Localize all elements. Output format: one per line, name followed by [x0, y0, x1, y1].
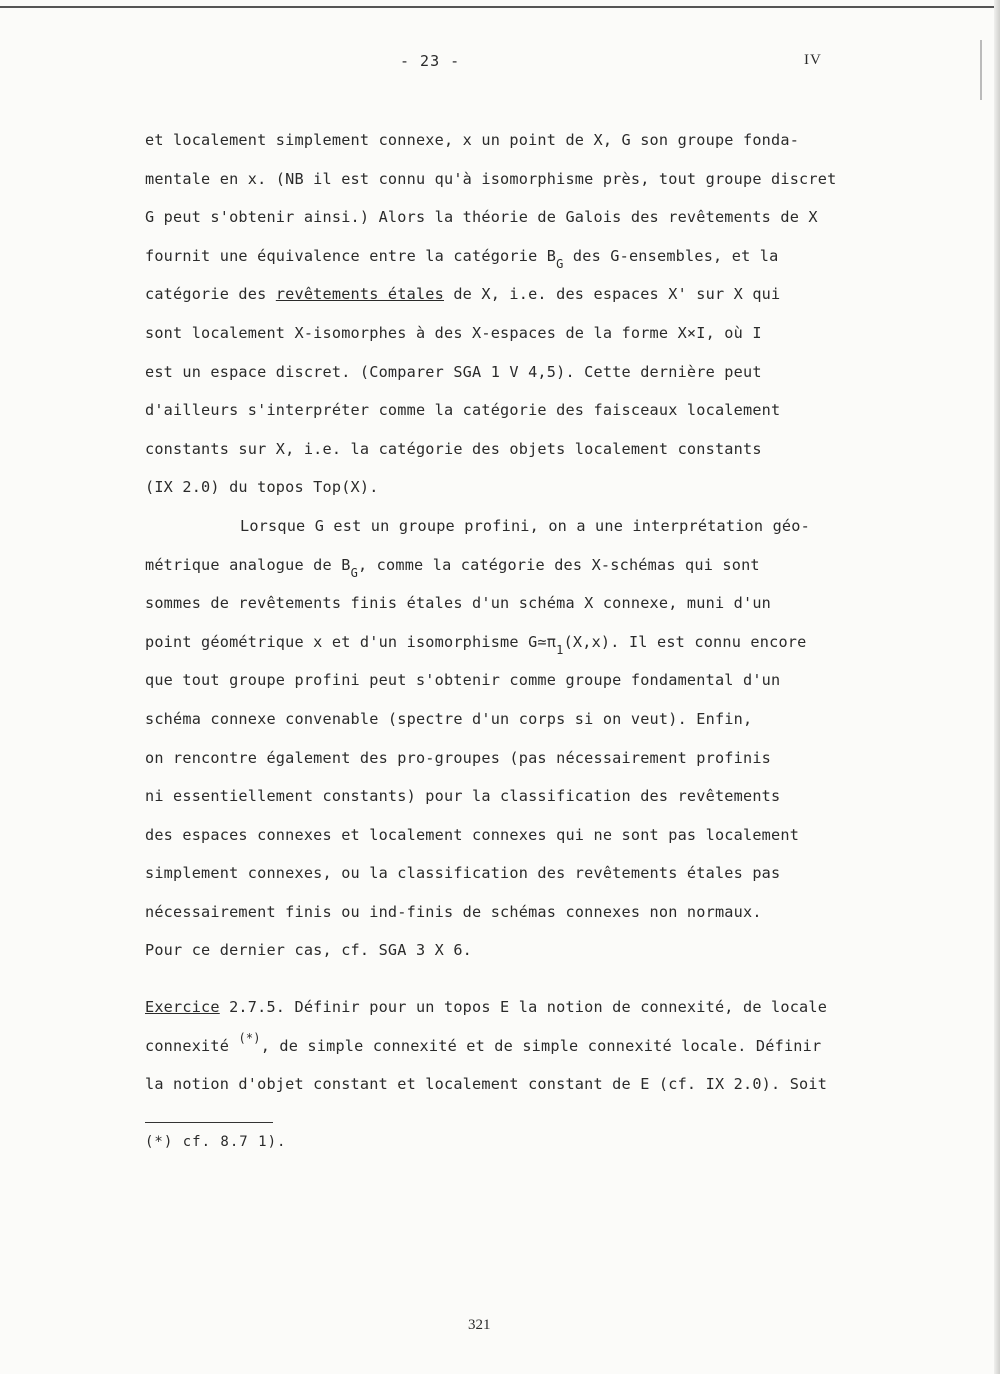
text-line: et localement simplement connexe, x un point de X, G son groupe fonda-	[145, 131, 800, 149]
text-line: d'ailleurs s'interpréter comme la catégorie des faisceaux localement	[145, 401, 781, 420]
text-line: Lorsque G est un groupe profini, on a une interprétation géo-	[240, 516, 810, 535]
scan-right-edge	[994, 0, 1000, 1374]
chapter-label: IV	[804, 52, 822, 68]
text-line: Pour ce dernier cas, cf. SGA 3 X 6.	[145, 941, 473, 960]
paragraph-gap	[145, 975, 855, 993]
underlined-term: revêtements étales	[275, 285, 444, 304]
text-line	[145, 551, 855, 590]
text-span: connexité	[145, 1036, 239, 1055]
text-span: , comme la catégorie des X-schémas qui sont	[358, 555, 760, 574]
exercise-line	[145, 993, 855, 1032]
footnote-marker: (*)	[238, 1030, 261, 1045]
text-line: est un espace discret. (Comparer SGA 1 V 4,5). Cette dernière peut	[145, 362, 762, 381]
text-span: point géométrique x et d'un isomorphisme G≃π	[145, 632, 557, 651]
text-line: constants sur X, i.e. la catégorie des objets localement constants	[145, 439, 762, 458]
text-span: (X,x). Il est connu encore	[563, 632, 807, 651]
subscript-G: G	[556, 256, 564, 271]
text-line: on rencontre également des pro-groupes (pas nécessairement profinis	[145, 748, 772, 767]
text-span: , de simple connexité et de simple connexité locale. Définir	[260, 1036, 822, 1055]
subscript-1: 1	[556, 642, 564, 657]
scan-top-edge	[0, 0, 1000, 8]
text-line: nécessairement finis ou ind-finis de schémas connexes non normaux.	[145, 902, 762, 921]
text-span: fournit une équivalence entre la catégorie B	[145, 246, 557, 265]
text-line: des espaces connexes et localement connexes qui ne sont pas localement	[145, 825, 800, 844]
text-span: métrique analogue de B	[145, 555, 351, 574]
exercise-label: Exercice	[145, 998, 220, 1017]
text-line: que tout groupe profini peut s'obtenir comme groupe fondamental d'un	[145, 671, 781, 690]
footnote: (*) cf. 8.7 1).	[145, 1134, 287, 1150]
exercise-line	[145, 1032, 855, 1071]
text-line: simplement connexes, ou la classification des revêtements étales pas	[145, 864, 781, 883]
text-span: 2.7.5. Définir pour un topos E la notion de connexité, de locale	[219, 998, 828, 1017]
footnote-rule	[145, 1122, 273, 1123]
text-line	[145, 280, 855, 319]
scan-mark	[980, 40, 982, 100]
text-line: schéma connexe convenable (spectre d'un corps si on veut). Enfin,	[145, 709, 753, 728]
text-line: sont localement X-isomorphes à des X-espaces de la forme X×I, où I	[145, 323, 762, 342]
text-line: G peut s'obtenir ainsi.) Alors la théorie de Galois des revêtements de X	[145, 208, 818, 227]
subscript-G: G	[350, 565, 358, 580]
text-line: (IX 2.0) du topos Top(X).	[145, 478, 379, 497]
text-line: mentale en x. (NB il est connu qu'à isomorphisme près, tout groupe discret	[145, 169, 837, 188]
page-number-footer: 321	[468, 1317, 491, 1333]
text-span: catégorie des	[145, 285, 276, 304]
text-line	[145, 242, 855, 281]
page-number-header: - 23 -	[400, 52, 461, 70]
page-body	[145, 126, 855, 1109]
text-line: ni essentiellement constants) pour la classification des revêtements	[145, 787, 781, 806]
text-span: des G-ensembles, et la	[572, 246, 779, 265]
text-line: sommes de revêtements finis étales d'un schéma X connexe, muni d'un	[145, 594, 772, 613]
text-span: de X, i.e. des espaces X' sur X qui	[444, 285, 781, 304]
text-line	[145, 628, 855, 667]
exercise-line: la notion d'objet constant et localement constant de E (cf. IX 2.0). Soit	[145, 1075, 828, 1094]
